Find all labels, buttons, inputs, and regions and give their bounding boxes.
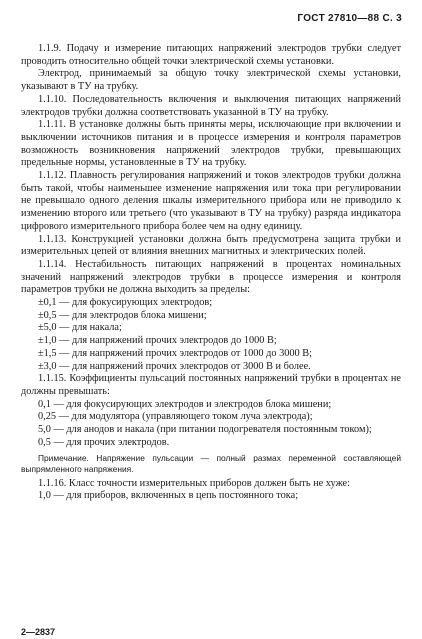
paragraph-1-1-11: 1.1.11. В установке должны быть приняты меры, исключающие при включении и выключении источников питания и в процессе измерения и контроля параметров возможность возникновения напряжений электродов трубки, превышающих предельные нормы, установленные в ТУ на трубку. xyxy=(21,119,401,169)
paragraph-1-1-12: 1.1.12. Плавность регулирования напряжений и токов электродов трубки должна быть такой, чтобы наименьшее изменение напряжения или тока при регулировании не превышало одного деления шкалы измерительного прибора или не приводило к изменению второго или третьего (что указывают в ТУ на трубку) разряда индикатора цифрового измерительного прибора более чем на одну единицу. xyxy=(21,170,401,232)
paragraph-1-1-15: 1.1.15. Коэффициенты пульсаций постоянных напряжений трубки в процентах не должны превышать: xyxy=(21,373,401,397)
list-item: ±0,5 — для электродов блока мишени; xyxy=(38,309,207,321)
paragraph-1-1-10: 1.1.10. Последовательность включения и выключения питающих напряжений электродов трубки должна соответствовать указанной в ТУ на трубку. xyxy=(21,93,401,118)
list-item: ±5,0 — для накала; xyxy=(38,322,122,334)
note-ripple: Примечание. Напряжение пульсации — полный размах переменной составляющей выпрямленного напряжения. xyxy=(21,452,401,474)
list-item: 1,0 — для приборов, включенных в цепь постоянного тока; xyxy=(38,490,299,502)
list-item: 5,0 — для анодов и накала (при питании подогревателя постоянным током); xyxy=(38,424,372,436)
list-item: ±1,5 — для напряжений прочих электродов от 1000 до 3000 В; xyxy=(38,347,312,359)
paragraph-common-point: Электрод, принимаемый за общую точку электрической схемы установки, указывают в ТУ на трубку. xyxy=(21,68,401,93)
list-item: ±0,1 — для фокусирующих электродов; xyxy=(38,297,213,309)
paragraph-1-1-9: 1.1.9. Подачу и измерение питающих напряжений электродов трубки следует проводить относительно общей точки электрической схемы установки. xyxy=(21,43,401,67)
document-body xyxy=(21,43,401,503)
list-item: ±1,0 — для напряжений прочих электродов до 1000 В; xyxy=(38,335,277,347)
list-item: 0,1 — для фокусирующих электродов и электродов блока мишени; xyxy=(38,398,332,410)
paragraph-1-1-16: 1.1.16. Класс точности измерительных приборов должен быть не хуже: xyxy=(38,477,350,489)
page-footer-signature: 2—2837 xyxy=(21,627,56,637)
paragraph-1-1-14: 1.1.14. Нестабильность питающих напряжений в процентах номинальных значений напряжений электродов трубки в процессе измерения и контроля параметров трубки не должна выходить за пределы: xyxy=(21,258,401,296)
list-item: 0,5 — для прочих электродов. xyxy=(38,436,170,448)
list-item: ±3,0 — для напряжений прочих электродов от 3000 В и более. xyxy=(38,360,311,372)
page-header: ГОСТ 27810—88 С. 3 xyxy=(297,13,402,24)
paragraph-1-1-13: 1.1.13. Конструкцией установки должна быть предусмотрена защита трубки и измерительных цепей от влияния внешних магнитных и электрических полей. xyxy=(21,233,401,258)
list-item: 0,25 — для модулятора (управляющего током луча электрода); xyxy=(38,411,313,423)
